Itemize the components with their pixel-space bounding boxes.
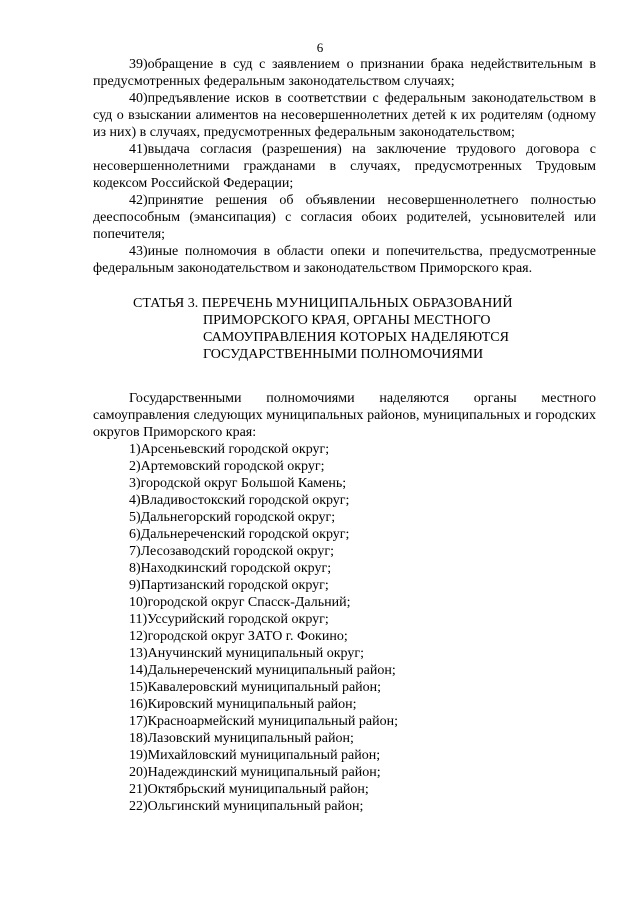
list-item: 4)Владивостокский городской округ; (129, 493, 350, 508)
list-item: 15)Кавалеровский муниципальный район; (129, 680, 382, 695)
intro-paragraph: Государственными полномочиями наделяются органы местного самоуправления следующих муниципальных районов, муниципальных и городских округов Приморского края: (93, 391, 596, 440)
list-item: 1)Арсеньевский городской округ; (129, 442, 330, 457)
list-item: 20)Надеждинский муниципальный район; (129, 765, 381, 780)
list-item: 16)Кировский муниципальный район; (129, 697, 357, 712)
list-item: 11)Уссурийский городской округ; (129, 612, 329, 627)
list-item: 10)городской округ Спасск-Дальний; (129, 595, 351, 610)
list-item: 7)Лесозаводский городской округ; (129, 544, 334, 559)
paragraph-43: 43)иные полномочия в области опеки и попечительства, предусмотренные федеральным законодательством и законодательством Приморского края. (93, 244, 596, 276)
list-item: 2)Артемовский городской округ; (129, 459, 325, 474)
list-item: 12)городской округ ЗАТО г. Фокино; (129, 629, 348, 644)
list-item: 3)городской округ Большой Камень; (129, 476, 347, 491)
list-item: 21)Октябрьский муниципальный район; (129, 782, 369, 797)
paragraph-40: 40)предъявление исков в соответствии с федеральным законодательством в суд о взыскании алиментов на несовершеннолетних детей к их родителям (одному из них) в случаях, предусмотренных федеральным законодательством; (93, 91, 596, 140)
list-item: 8)Находкинский городской округ; (129, 561, 332, 576)
list-item: 22)Ольгинский муниципальный район; (129, 799, 364, 814)
page-number: 6 (316, 40, 324, 55)
list-item: 9)Партизанский городской округ; (129, 578, 329, 593)
list-item: 19)Михайловский муниципальный район; (129, 748, 381, 763)
paragraph-39: 39)обращение в суд с заявлением о признании брака недействительным в предусмотренных федеральным законодательством случаях; (93, 57, 596, 89)
list-item: 17)Красноармейский муниципальный район; (129, 714, 398, 729)
list-item: 5)Дальнегорский городской округ; (129, 510, 336, 525)
list-item: 6)Дальнереченский городской округ; (129, 527, 350, 542)
municipality-list (93, 441, 596, 815)
article-heading-line: ПРИМОРСКОГО КРАЯ, ОРГАНЫ МЕСТНОГО (203, 313, 491, 328)
paragraph-41: 41)выдача согласия (разрешения) на заключение трудового договора с несовершеннолетними гражданами в случаях, предусмотренных Трудовым кодексом Российской Федерации; (93, 142, 596, 191)
list-item: 14)Дальнереченский муниципальный район; (129, 663, 396, 678)
article-heading-line: СТАТЬЯ 3. ПЕРЕЧЕНЬ МУНИЦИПАЛЬНЫХ ОБРАЗОВАНИЙ (133, 296, 513, 311)
list-item: 18)Лазовский муниципальный район; (129, 731, 354, 746)
paragraph-42: 42)принятие решения об объявлении несовершеннолетнего полностью дееспособным (эмансипация) с согласия обоих родителей, усыновителей или попечителя; (93, 193, 596, 242)
article-heading (93, 295, 596, 363)
list-item: 13)Анучинский муниципальный округ; (129, 646, 364, 661)
document-body (93, 56, 596, 815)
article-heading-line: ГОСУДАРСТВЕННЫМИ ПОЛНОМОЧИЯМИ (203, 347, 484, 362)
article-heading-line: САМОУПРАВЛЕНИЯ КОТОРЫХ НАДЕЛЯЮТСЯ (203, 330, 509, 345)
